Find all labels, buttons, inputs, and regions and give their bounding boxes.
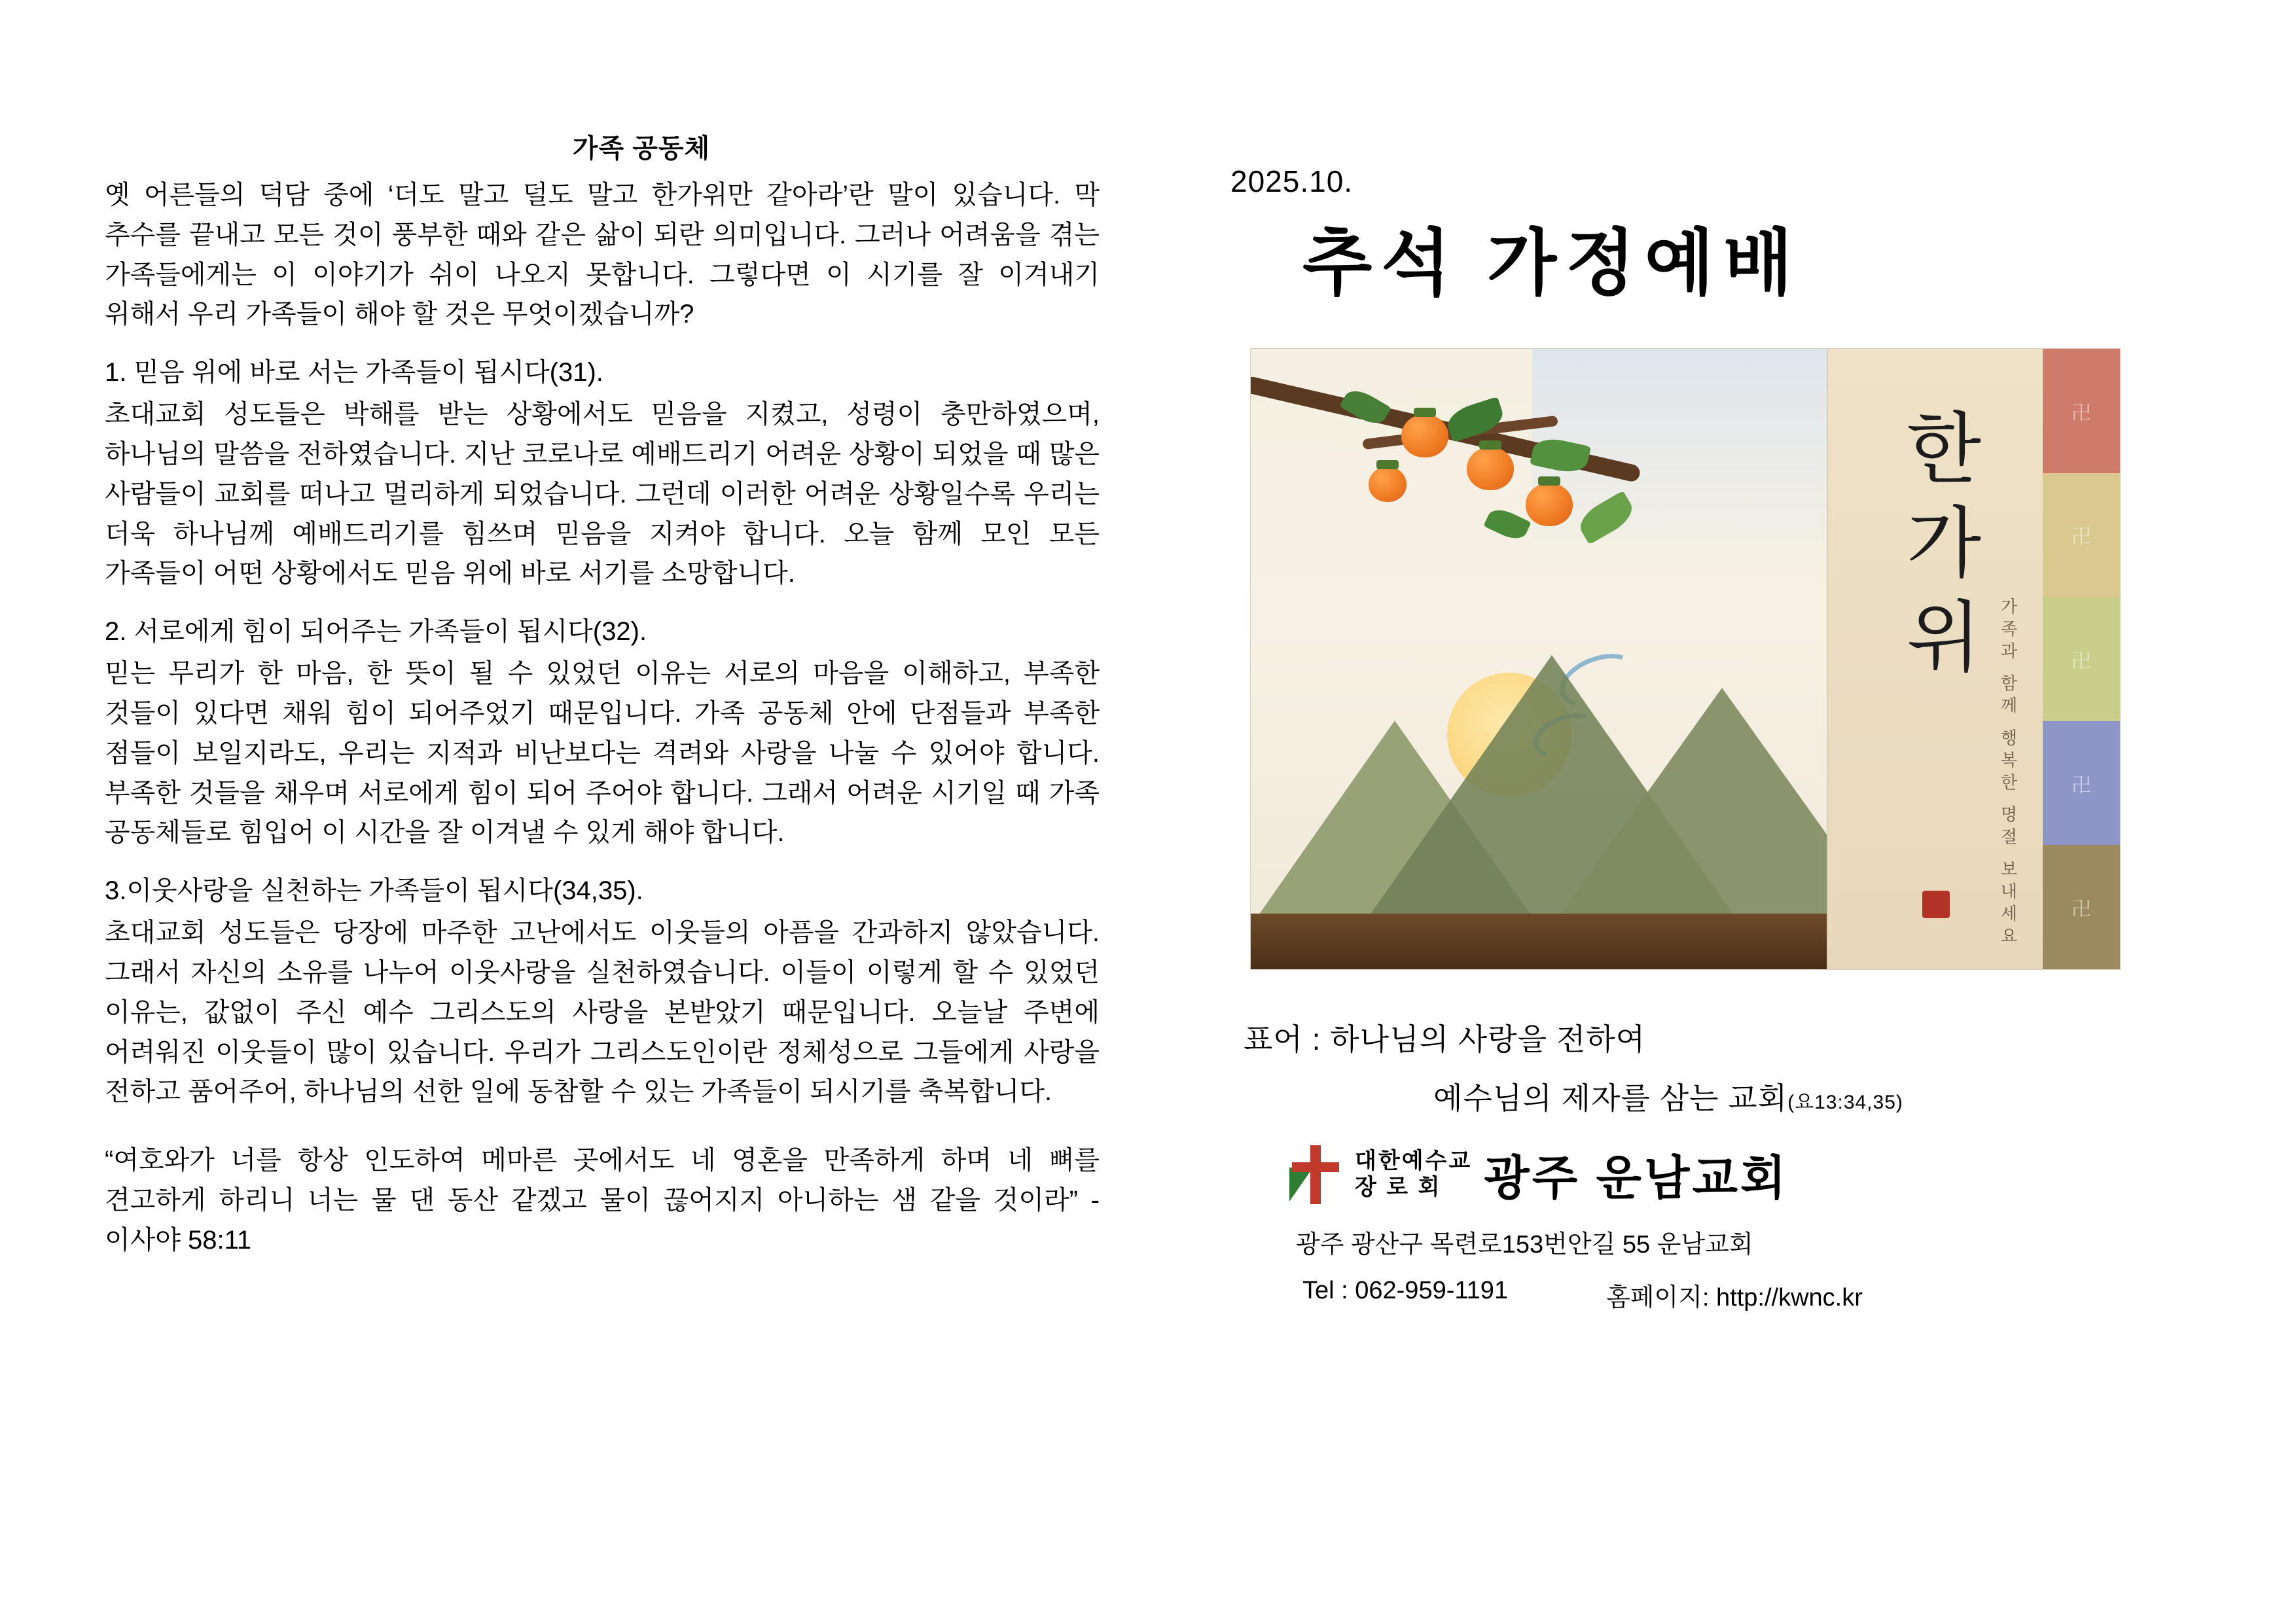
- denomination-line-1: 대한예수교: [1355, 1148, 1473, 1173]
- denomination-line-2: 장 로 회: [1355, 1175, 1442, 1200]
- article-intro: 옛 어른들의 덕담 중에 ‘더도 말고 덜도 말고 한가위만 같아라’란 말이 있습니다. 막 추수를 끝내고 모든 것이 풍부한 때와 같은 삶이 되란 의미입니다. 그러나 어려움을 겪는 가족들에게는 이 이야기가 쉬이 나오지 못합니다. 그렇다면 이 시기를 잘 이겨내기 위해서 우리 가족들이 해야 할 것은 무엇이겠습니까?: [105, 181, 1100, 329]
- panel-main-text: 한가위: [1893, 408, 1979, 690]
- stripe-glyph: 卍: [2072, 526, 2091, 548]
- persimmon-fruit: [1401, 414, 1448, 457]
- cross-icon-bar: [1292, 1162, 1339, 1172]
- seal-stamp-icon: [1922, 891, 1950, 918]
- article-title: 가족 공동체: [572, 134, 711, 163]
- slogan-line-1: [1244, 1016, 2199, 1059]
- point-body: 믿는 무리가 한 마음, 한 뜻이 될 수 있었던 이유는 서로의 마음을 이해하고, 부족한 것들이 있다면 채워 힘이 되어주었기 때문입니다. 가족 공동체 안에 단점들과 부족한 점들이 보일지라도, 우리는 지적과 비난보다는 격려와 사랑을 나눌 수 있어야 합니다. 부족한 것들을 채우며 서로에게 힘이 되어 주어야 합니다. 그래서 어려운 시기일 때 가족 공동체들로 힘입어 이 시간을 잘 이겨낼 수 있게 해야 합니다.: [105, 659, 1100, 847]
- slogan-text-1: 하나님의 사랑을 전하여: [1330, 1022, 1646, 1056]
- article-point-1: [105, 353, 1100, 594]
- ground-band: [1251, 914, 1827, 969]
- persimmon-fruit: [1369, 467, 1407, 502]
- chuseok-illustration: [1250, 348, 2121, 970]
- church-telephone: Tel : 062-959-1191: [1302, 1277, 1509, 1304]
- stripe-glyph: 卍: [2072, 402, 2091, 424]
- scripture-quote: “여호와가 너를 항상 인도하여 메마른 곳에서도 네 영혼을 만족하게 하며 네 뼈를 견고하게 하리니 너는 물 댄 동산 같겠고 물이 끊어지지 아니하는 샘 같을 것이라” -이사야 58:11: [105, 1146, 1100, 1255]
- cover-column: [1230, 164, 2199, 1313]
- illustration-painting: [1251, 349, 1827, 969]
- article-column: [105, 128, 1100, 1260]
- illustration-color-stripes: [2043, 349, 2120, 969]
- persimmon-fruit: [1467, 447, 1514, 490]
- cover-date: 2025.10.: [1230, 164, 1354, 198]
- slogan-text-2: 예수님의 제자를 삼는 교회: [1433, 1081, 1788, 1115]
- denomination-name: [1355, 1148, 1472, 1200]
- stripe-3: [2043, 597, 2120, 721]
- stripe-glyph: 卍: [2072, 650, 2091, 672]
- church-name: 광주 운남교회: [1484, 1152, 1789, 1205]
- cross-icon: [1310, 1145, 1321, 1204]
- panel-sub-text: 가족과 함께 행복한 명절 보내세요: [1998, 597, 2018, 949]
- logo-triangle: [1289, 1168, 1313, 1202]
- stripe-2: [2043, 473, 2120, 597]
- point-body: 초대교회 성도들은 박해를 받는 상황에서도 믿음을 지켰고, 성령이 충만하였으며, 하나님의 말씀을 전하였습니다. 지난 코로나로 예배드리기 어려운 상황이 되었을 때 많은 사람들이 교회를 떠나고 멀리하게 되었습니다. 그런데 이러한 어려운 상황일수록 우리는 더욱 하나님께 예배드리기를 힘쓰며 믿음을 지켜야 합니다. 오늘 함께 모인 모든 가족들이 어떤 상황에서도 믿음 위에 바로 서기를 소망합니다.: [105, 400, 1100, 588]
- illustration-calligraphy-panel: [1827, 349, 2045, 969]
- church-logo-icon: [1283, 1143, 1346, 1205]
- point-heading: 3.이웃사랑을 실천하는 가족들이 됩시다(34,35).: [105, 876, 643, 906]
- stripe-1: [2043, 349, 2120, 473]
- article-point-3: [105, 871, 1100, 1112]
- point-heading: 2. 서로에게 힘이 되어주는 가족들이 됩시다(32).: [105, 617, 647, 647]
- slogan-label: 표어 :: [1244, 1022, 1321, 1056]
- church-address: 광주 광산구 목련로153번안길 55 운남교회: [1296, 1231, 1753, 1258]
- stripe-glyph: 卍: [2072, 774, 2091, 796]
- persimmon-fruit: [1526, 483, 1573, 526]
- leaf-shape: [1483, 505, 1531, 544]
- stripe-glyph: 卍: [2072, 899, 2091, 921]
- slogan-reference: (요13:34,35): [1787, 1092, 1903, 1113]
- stripe-5: [2043, 845, 2120, 969]
- article-point-2: [105, 612, 1100, 853]
- cover-title: 추석 가정예배: [1302, 224, 1803, 304]
- point-body: 초대교회 성도들은 당장에 마주한 고난에서도 이웃들의 아픔을 간과하지 않았습니다. 그래서 자신의 소유를 나누어 이웃사랑을 실천하였습니다. 이들이 이렇게 할 수 있었던 이유는, 값없이 주신 예수 그리스도의 사랑을 본받았기 때문입니다. 오늘날 주변에 어려워진 이웃들이 많이 있습니다. 우리가 그리스도인이란 정체성으로 그들에게 사랑을 전하고 품어주어, 하나님의 선한 일에 동참할 수 있는 가족들이 되시기를 축복합니다.: [105, 918, 1100, 1107]
- slogan-line-2: [1433, 1075, 2199, 1118]
- stripe-4: [2043, 721, 2120, 846]
- point-heading: 1. 믿음 위에 바로 서는 가족들이 됩시다(31).: [105, 358, 603, 387]
- church-homepage: 홈페이지: http://kwnc.kr: [1606, 1284, 1863, 1311]
- church-identity: [1283, 1140, 2199, 1208]
- church-contact: [1302, 1277, 2199, 1313]
